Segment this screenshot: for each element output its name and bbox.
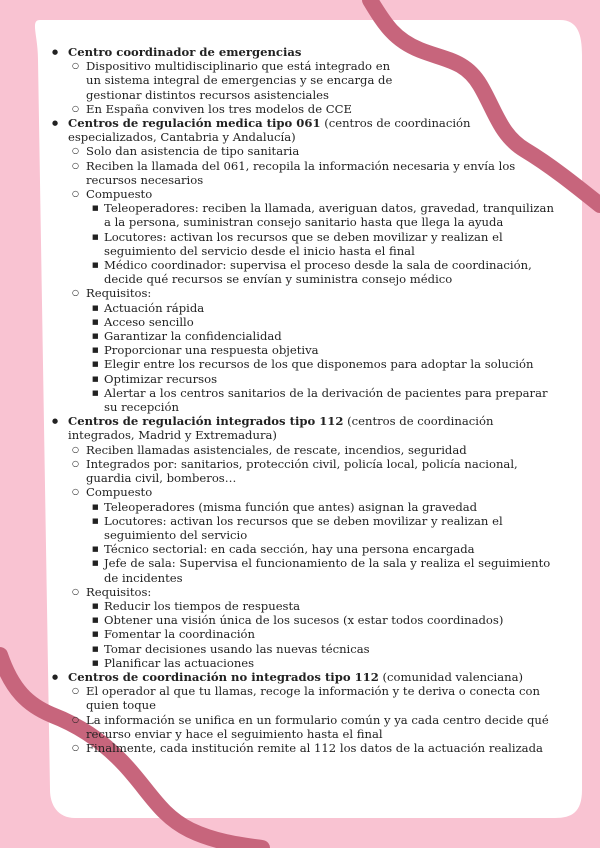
requisitos-label: Requisitos:	[86, 286, 152, 301]
section-subtitle: (comunidad valenciana)	[378, 669, 524, 684]
section-subtitle: (centros de coordinación especializados, Cantabria y Andalucía)	[68, 116, 471, 145]
list-item: ○ Finalmente, cada institución remite al 112 los datos de la actuación realizada	[68, 741, 560, 755]
list-item: ○ Reciben llamadas asistenciales, de rescate, incendios, seguridad	[68, 443, 560, 457]
section-subtitle: (centros de coordinación integrados, Madrid y Extremadura)	[68, 414, 494, 443]
compuesto-label: Compuesto	[86, 485, 153, 500]
list-item: ○ Solo dan asistencia de tipo sanitaria	[68, 144, 560, 158]
list-item: ■ Fomentar la coordinación	[86, 627, 560, 641]
list-item	[68, 585, 560, 670]
list-item	[68, 187, 560, 286]
list-item	[68, 485, 560, 584]
list-item	[68, 286, 560, 414]
section-list	[50, 45, 560, 755]
list-item: ■ Teleoperadores: reciben la llamada, averiguan datos, gravedad, tranquilizan a la persona, suministran consejo sanitario hasta que llega la ayuda	[86, 201, 560, 229]
list-item: ■ Optimizar recursos	[86, 372, 560, 386]
section-112-integrados	[50, 414, 560, 670]
list-item: ■ Técnico sectorial: en cada sección, hay una persona encargada	[86, 542, 560, 556]
section-061	[50, 116, 560, 414]
list-item: ■ Garantizar la confidencialidad	[86, 329, 560, 343]
list-item: ○ Dispositivo multidisciplinario que está integrado en un sistema integral de emergencias y se encarga de gestionar distintos recursos asistenciales	[68, 59, 560, 102]
list-item: ■ Tomar decisiones usando las nuevas técnicas	[86, 642, 560, 656]
section-title: Centros de coordinación no integrados tipo 112	[68, 669, 379, 684]
requisitos-label: Requisitos:	[86, 584, 152, 599]
list-item: ■ Planificar las actuaciones	[86, 656, 560, 670]
list-item: ○ Integrados por: sanitarios, protección civil, policía local, policía nacional, guardia civil, bomberos…	[68, 457, 560, 485]
list-item: ■ Reducir los tiempos de respuesta	[86, 599, 560, 613]
list-item: ■ Locutores: activan los recursos que se deben movilizar y realizan el seguimiento del servicio desde el inicio hasta el final	[86, 230, 560, 258]
list-item: ■ Teleoperadores (misma función que antes) asignan la gravedad	[86, 500, 560, 514]
list-item: ■ Proporcionar una respuesta objetiva	[86, 343, 560, 357]
list-item: ■ Locutores: activan los recursos que se deben movilizar y realizan el seguimiento del servicio	[86, 514, 560, 542]
section-112-no-integrados	[50, 670, 560, 755]
section-title: Centros de regulación integrados tipo 112	[68, 414, 344, 429]
section-cce	[50, 45, 560, 116]
list-item: ○ La información se unifica en un formulario común y ya cada centro decide qué recurso enviar y hace el seguimiento hasta el final	[68, 713, 560, 741]
section-title: Centro coordinador de emergencias	[68, 45, 302, 59]
document-body	[50, 45, 560, 755]
list-item: ■ Jefe de sala: Supervisa el funcionamiento de la sala y realiza el seguimiento de incidentes	[86, 556, 560, 584]
list-item: ○ El operador al que tu llamas, recoge la información y te deriva o conecta con quien toque	[68, 684, 560, 712]
list-item: ■ Médico coordinador: supervisa el proceso desde la sala de coordinación, decide qué recursos se envían y suministra consejo médico	[86, 258, 560, 286]
list-item: ■ Alertar a los centros sanitarios de la derivación de pacientes para preparar su recepción	[86, 386, 560, 414]
section-title: Centros de regulación medica tipo 061	[68, 116, 321, 131]
list-item: ■ Actuación rápida	[86, 301, 560, 315]
list-item: ■ Obtener una visión única de los sucesos (x estar todos coordinados)	[86, 613, 560, 627]
list-item: ■ Acceso sencillo	[86, 315, 560, 329]
compuesto-label: Compuesto	[86, 187, 153, 202]
list-item: ○ Reciben la llamada del 061, recopila la información necesaria y envía los recursos necesarios	[68, 159, 560, 187]
list-item: ■ Elegir entre los recursos de los que disponemos para adoptar la solución	[86, 357, 560, 371]
list-item: ○ En España conviven los tres modelos de CCE	[68, 102, 560, 116]
